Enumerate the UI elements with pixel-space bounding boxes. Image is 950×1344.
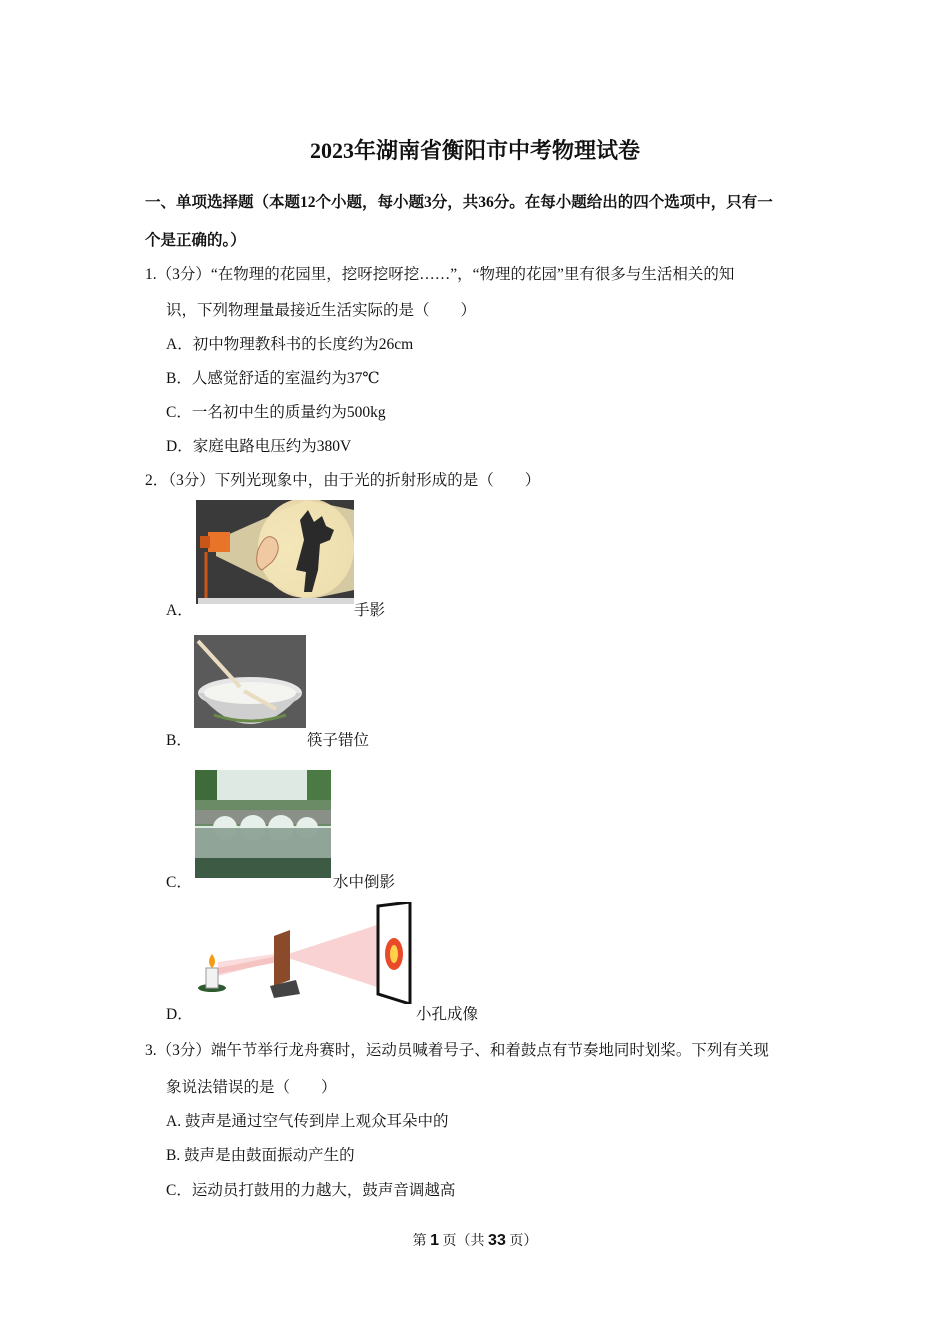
q2-option-b-caption: 筷子错位 <box>307 732 370 749</box>
q2-option-c-caption: 水中倒影 <box>333 874 396 891</box>
q1-option-c: C．一名初中生的质量约为500kg <box>166 404 386 421</box>
q1-option-a: A．初中物理教科书的长度约为26cm <box>166 336 414 353</box>
q1-option-b: B．人感觉舒适的室温约为37℃ <box>166 370 380 387</box>
q2-stem: 2．（3分）下列光现象中，由于光的折射形成的是（ ） <box>145 472 541 489</box>
chopstick-bowl-figure <box>194 635 306 728</box>
q2-option-a-letter: A． <box>166 602 193 619</box>
q3-stem-line-1: 3.（3分）端午节举行龙舟赛时，运动员喊着号子、和着鼓点有节奏地同时划桨。下列有关现 <box>145 1042 769 1059</box>
page-title: 2023年湖南省衡阳市中考物理试卷 <box>309 138 640 163</box>
section-heading-line-1: 一、单项选择题（本题12个小题，每小题3分，共36分。在每小题给出的四个选项中，只有一 <box>145 194 773 211</box>
section-heading-line-2: 个是正确的。） <box>145 232 246 249</box>
bridge-reflection-figure <box>195 770 331 878</box>
footer-prefix: 第 <box>412 1234 431 1249</box>
q1-option-d: D．家庭电路电压约为380V <box>166 438 352 455</box>
footer-suffix: 页） <box>505 1234 538 1249</box>
page-footer <box>0 1230 950 1250</box>
q2-option-d-letter: D． <box>166 1006 193 1023</box>
q2-option-a-caption: 手影 <box>354 602 386 619</box>
footer-middle: 页（共 <box>439 1234 489 1249</box>
pinhole-imaging-figure <box>192 902 416 1004</box>
q3-option-a: A. 鼓声是通过空气传到岸上观众耳朵中的 <box>166 1113 449 1130</box>
q3-option-b: B. 鼓声是由鼓面振动产生的 <box>166 1147 355 1164</box>
footer-total-pages: 33 <box>488 1232 506 1249</box>
q2-option-c-letter: C． <box>166 874 192 891</box>
q1-stem-line-1: 1.（3分）“在物理的花园里，挖呀挖呀挖……”，“物理的花园”里有很多与生活相关的知 <box>145 266 735 283</box>
hand-shadow-figure <box>196 500 354 604</box>
footer-page-number: 1 <box>430 1232 440 1249</box>
q1-stem-line-2: 识，下列物理量最接近生活实际的是（ ） <box>166 302 477 319</box>
q2-option-d-caption: 小孔成像 <box>416 1006 479 1023</box>
q3-option-c: C．运动员打鼓用的力越大，鼓声音调越高 <box>166 1182 456 1199</box>
q3-stem-line-2: 象说法错误的是（ ） <box>166 1079 337 1096</box>
q2-option-b-letter: B． <box>166 732 192 749</box>
